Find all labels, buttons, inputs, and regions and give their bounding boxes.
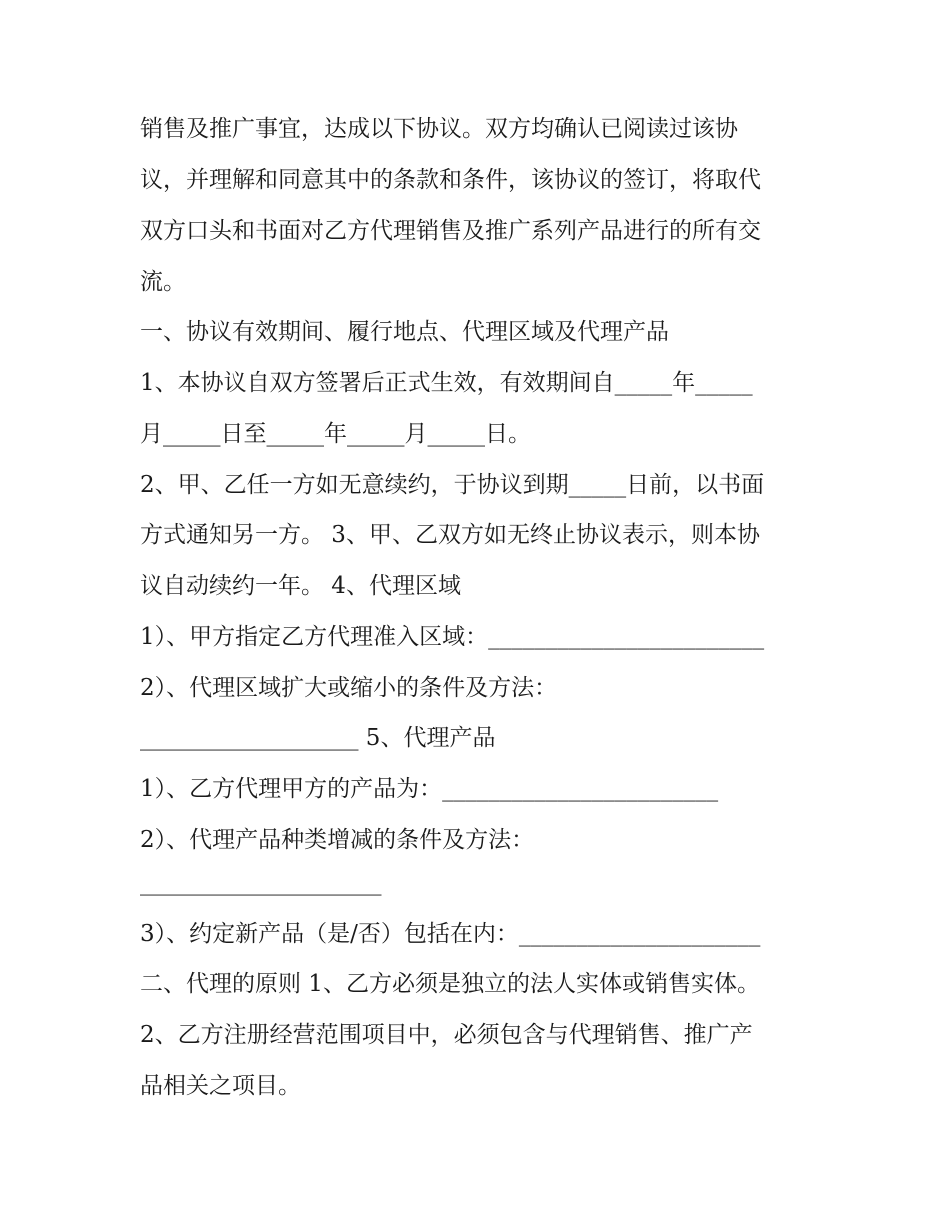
section-2-clause-2-line-2: 品相关之项目。 xyxy=(140,1073,301,1099)
clause-5-1-line: 1）、乙方代理甲方的产品为：________________________ xyxy=(140,776,719,802)
paragraph-line-1: 销售及推广事宜，达成以下协议。双方均确认已阅读过该协 xyxy=(140,116,738,142)
clause-5-2-blank-line: _____________________ xyxy=(140,870,382,896)
section-2-clause-2-line-1: 2、乙方注册经营范围项目中，必须包含与代理销售、推广产 xyxy=(140,1022,753,1048)
clause-2-line-2: 方式通知另一方。 3、甲、乙双方如无终止协议表示，则本协 xyxy=(140,522,760,548)
clause-1-line-1: 1、本协议自双方签署后正式生效，有效期间自_____年_____ xyxy=(140,370,753,396)
paragraph-line-3: 双方口头和书面对乙方代理销售及推广系列产品进行的所有交 xyxy=(140,218,761,244)
section-heading-1: 一、协议有效期间、履行地点、代理区域及代理产品 xyxy=(140,319,669,345)
clause-4-2-line: 2）、代理区域扩大或缩小的条件及方法： xyxy=(140,675,558,701)
clause-5-3-line: 3）、约定新产品（是/否）包括在内：_____________________ xyxy=(140,921,761,947)
clause-1-line-2: 月_____日至_____年_____月_____日。 xyxy=(140,421,531,447)
clause-2-line-1: 2、甲、乙任一方如无意续约，于协议到期_____日前，以书面 xyxy=(140,472,765,498)
clause-3-line: 议自动续约一年。 4、代理区域 xyxy=(140,573,461,599)
clause-5-2-line: 2）、代理产品种类增减的条件及方法： xyxy=(140,827,535,853)
paragraph-line-2: 议，并理解和同意其中的条款和条件，该协议的签订，将取代 xyxy=(140,167,761,193)
clause-5-heading-line: ___________________ 5、代理产品 xyxy=(140,725,496,751)
section-heading-2: 二、代理的原则 1、乙方必须是独立的法人实体或销售实体。 xyxy=(140,971,760,997)
clause-4-1-line: 1）、甲方指定乙方代理准入区域：________________________ xyxy=(140,624,765,650)
paragraph-line-4: 流。 xyxy=(140,269,186,295)
